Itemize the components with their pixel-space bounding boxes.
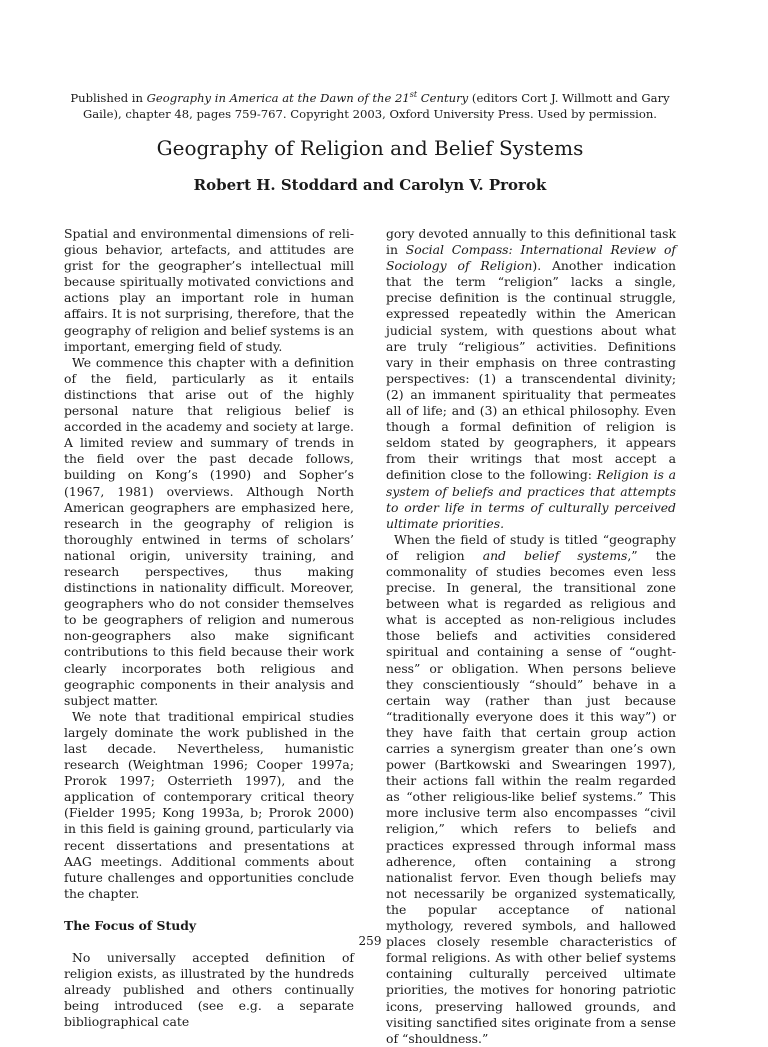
belief-text-a: When the field of study is titled “geography of religion	[386, 531, 676, 563]
journal-title: Social Compass: International Review of Sociology of Religion	[386, 242, 676, 274]
paragraph-definition-start: No universally accepted definition of religion exists, as illustrated by the hundreds already published and others continually being introduced (see e.g. a separate bibliographical cate	[64, 950, 354, 1030]
publication-note-prefix: Published in	[70, 91, 147, 105]
paragraph-intro: Spatial and environmental dimensions of religious behavior, artefacts, and attitudes are grist for the geographer’s intellectual mill because spiritually motivated convictions and actions play an important role in human affairs. It is not surprising, therefore, that the geography of religion and belief systems is an important, emerging field of study.	[64, 226, 354, 354]
article-authors: Robert H. Stoddard and Carolyn V. Prorok	[193, 176, 547, 194]
left-column	[64, 226, 354, 1031]
book-title-superscript: st	[409, 90, 418, 100]
paragraph-commence: We commence this chapter with a definition of the field, particularly as it entails distinctions that arise out of the highly personal nature that religious belief is accorded in the academy and society at large. A limited review and summary of trends in the field over the past decade follows, building on Kong’s (1990) and Sopher’s (1967, 1981) overviews. Although North American geographers are emphasized here, research in the geography of religion is thoroughly entwined in terms of scholars’ national origin, university training, and research perspectives, thus making distinctions in nationality difficult. Moreover, geographers who do not consider themselves to be geographers of religion and numerous non-geographers also make significant contributions to this field because their work clearly incorporates both religious and geographic components in their analysis and subject matter.	[64, 354, 354, 708]
book-title	[147, 91, 469, 105]
paragraph-traditional-studies: We note that traditional empirical studies largely dominate the work published in the last decade. Nevertheless, humanistic research (Weightman 1996; Cooper 1997a; Prorok 1997; Osterrieth 1997), and the application of contemporary critical theory (Fielder 1995; Kong 1993a, b; Prorok 2000) in this field is gaining ground, particularly via recent dissertations and presentations at AAG meetings. Additional comments about future challenges and opportunities conclude the chapter.	[64, 708, 354, 901]
book-title-main: Geography in America at the Dawn of the 21	[146, 91, 410, 105]
article-title: Geography of Religion and Belief Systems	[156, 136, 584, 160]
section-heading: The Focus of Study	[64, 917, 197, 933]
page-number: 259	[358, 934, 382, 948]
book-title-end: Century	[417, 91, 469, 105]
definition-text-a: gory devoted annually to this definitional task in	[386, 226, 676, 258]
belief-emphasis: and belief systems	[482, 547, 628, 563]
right-column	[386, 226, 676, 1047]
publication-note-suffix: (editors Cort J. Willmott and Gary Gaile), chapter 48, pages 759-767. Copyright 2003, Oxford University Press. Used by permission.	[83, 91, 670, 121]
paragraph-belief-systems	[386, 532, 676, 1047]
definition-text-b: ). Another indication that the term “religion” lacks a single, precise definition is the continual struggle, expressed repeatedly within the American judicial system, with questions about what are truly “religious” activities. Definitions vary in their emphasis on three contrasting perspectives: (1) a transcendental divinity; (2) an immanent spirituality that permeates all of life; and (3) an ethical philosophy. Even though a formal definition of religion is seldom stated by geographers, it appears from their writings that most accept a definition close to the following:	[386, 258, 676, 483]
paragraph-definition-continued	[386, 226, 676, 532]
belief-text-b: ,” the commonality of studies becomes even less precise. In general, the transitional zone between what is regarded as religious and what is accepted as non-religious includes those beliefs and activities considered spiritual and containing a sense of “oughtness” or obligation. When persons believe they conscientiously “should” behave in a certain way (rather than just because “traditionally everyone does it this way”) or they have faith that certain group action carries a synergism greater than one’s own power (Bartkowski and Swearingen 1997), their actions fall within the realm regarded as “other religious-like belief systems.” This more inclusive term also encompasses “civil religion,” which refers to beliefs and practices expressed through informal mass adherence, often containing a strong nationalist fervor. Even though beliefs may not necessarily be organized systematically, the popular acceptance of national mythology, revered symbols, and hallowed places closely resemble characteristics of formal religions. As with other belief systems containing culturally perceived ultimate priorities, the motives for honoring patriotic icons, preserving hallowed grounds, and visiting sanctified sites originate from a sense of “shouldness.”	[386, 547, 676, 1046]
religion-definition: Religion is a system of beliefs and practices that attempts to order life in terms of culturally perceived ultimate priorities.	[386, 467, 676, 531]
publication-note	[60, 90, 680, 122]
